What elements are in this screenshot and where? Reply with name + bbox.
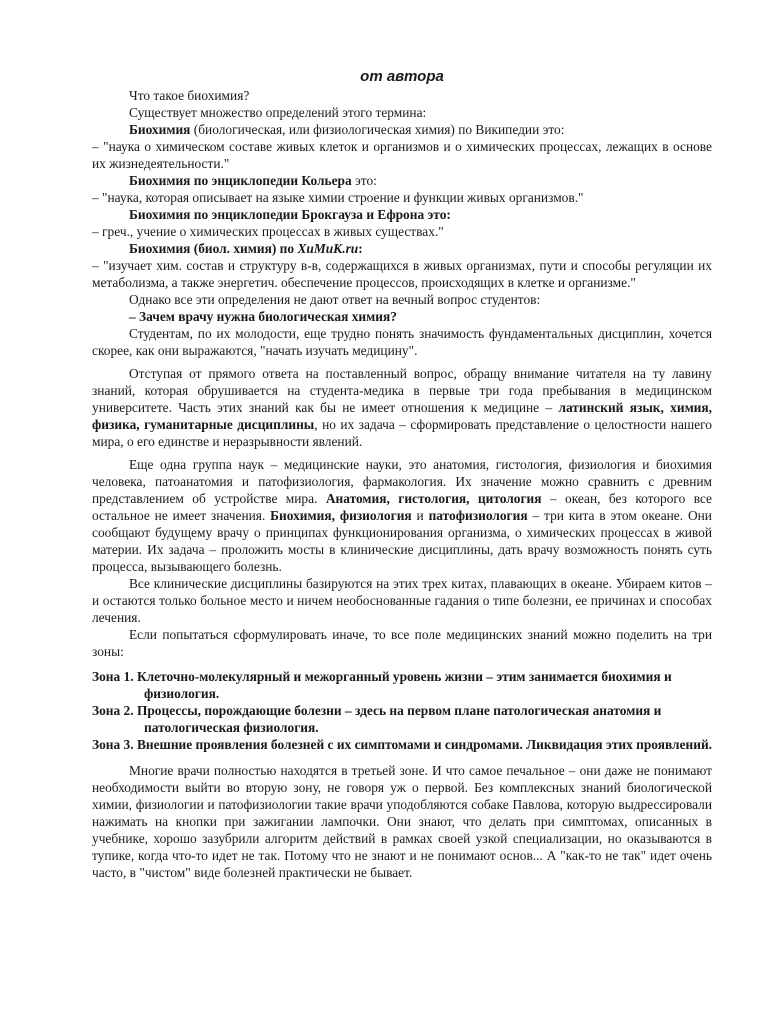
brockhaus-quote: – греч., учение о химических процессах в живых существах." (92, 224, 444, 239)
zone-text: Клеточно-молекулярный и межорганный уровень жизни – этим занимается биохимия и физиология. (136, 669, 672, 701)
collier-rest: это: (351, 173, 377, 188)
paragraph-zones-intro: Если попытаться сформулировать иначе, то все поле медицинских знаний можно поделить на три зоны: (92, 627, 712, 659)
zone-label: Зона 2. (92, 703, 134, 718)
paragraph-whales: Все клинические дисциплины базируются на этих трех китах, плавающих в океане. Убираем китов – и остаются только больное место и ничем необоснованные гадания о типе болезни, ее причинах и способах лечения. (92, 576, 712, 625)
digress-bold: латинский язык, химия, физика, гуманитарные дисциплины (92, 400, 712, 432)
brockhaus-definition-heading: Биохимия по энциклопедии Брокгауза и Ефрона это: (129, 207, 451, 222)
group-text-a: Еще одна группа наук – медицинские науки, это анатомия, гистология, физиология и биохимия человека, патоанатомия и патофизиология, фармакология. Их значение можно сравнить с древним представлением об устройстве мира. (92, 457, 712, 506)
group-text-c: – океан, без которого все остальное не имеет значения. (92, 491, 712, 523)
himik-definition-heading (92, 240, 712, 257)
document-page (92, 68, 712, 881)
zones-list (92, 668, 712, 753)
paragraph-students: Студентам, по их молодости, еще трудно понять значимость фундаментальных дисциплин, хочется скорее, как они выражаются, "начать изучать медицину". (92, 326, 712, 358)
group-text-e: и (411, 508, 429, 523)
zone-item-2 (92, 702, 712, 736)
collier-definition-heading (92, 172, 712, 189)
paragraph-definitions: Существует множество определений этого термина: (129, 105, 427, 120)
paragraph-digress (92, 365, 712, 450)
zone-text: Процессы, порождающие болезни – здесь на первом плане патологическая анатомия и патологическая физиология. (136, 703, 662, 735)
zone-text: Внешние проявления болезней с их симптомами и синдромами. Ликвидация этих проявлений. (136, 737, 713, 752)
collier-quote: – "наука, которая описывает на языке химии строение и функции живых организмов." (92, 190, 584, 205)
himik-colon: : (358, 241, 363, 256)
paragraph-what-is: Что такое биохимия? (129, 88, 250, 103)
himik-site-link[interactable]: ХиМиК.ru (297, 241, 359, 256)
wiki-rest: (биологическая, или физиологическая химия) по Википедии это: (190, 122, 565, 137)
group-bold-f: патофизиология (428, 508, 528, 523)
wiki-quote: – "наука о химическом составе живых клеток и организмов и о химических процессах, лежащих в основе их жизнедеятельности." (92, 139, 712, 171)
himik-term: Биохимия (биол. химия) по (129, 241, 298, 256)
paragraph-however: Однако все эти определения не дают ответ на вечный вопрос студентов: (129, 292, 541, 307)
paragraph-group (92, 456, 712, 575)
zone-item-1 (92, 668, 712, 702)
page-title: от автора (360, 68, 444, 85)
wiki-definition-heading (92, 121, 712, 138)
paragraph-doctors: Многие врачи полностью находятся в третьей зоне. И что самое печальное – они даже не понимают необходимости выйти во вторую зону, не говоря уж о первой. Без комплексных знаний биологической химии, физиологии и патофизиологии такие врачи уподобляются собаке Павлова, которую выдрессировали нажимать на кнопки при зажигании лампочки. Они знают, что делать при симптомах, описанных в учебнике, хорошо зазубрили алгоритм действий в рамках своей узкой специализации, но оказываются в тупике, когда что-то идет не так. Потому что не знают и не понимают основ... А "как-то не так" идет очень часто, в "чистом" виде болезней практически не бывает. (92, 763, 712, 880)
zone-label: Зона 3. (92, 737, 134, 752)
digress-text-c: , но их задача – сформировать представление о целостности нашего мира, о его единстве и неразрывности явлений. (92, 417, 712, 449)
question-heading: – Зачем врачу нужна биологическая химия? (129, 309, 397, 324)
wiki-term: Биохимия (129, 122, 191, 137)
digress-text-a: Отступая от прямого ответа на поставленный вопрос, обращу внимание читателя на ту лавину знаний, которая обрушивается на студента-медика в первые три года пребывания в медицинском университете. Часть этих знаний как бы не имеет отношения к медицине – (92, 366, 712, 415)
himik-quote: – "изучает хим. состав и структуру в-в, содержащихся в живых организмах, пути и способы регуляции их метаболизма, а также энергетич. обеспечение процессов, происходящих в клетке и организме." (92, 258, 712, 290)
group-text-g: – три кита в этом океане. Они сообщают будущему врачу о принципах функционирования организма, о химических процессах в живой материи. Их задача – проложить мосты в клинические дисциплины, дать врачу возможность понять суть процесса, вызывающего болезнь. (92, 508, 712, 574)
group-bold-b: Анатомия, гистология, цитология (325, 491, 542, 506)
zone-label: Зона 1. (92, 669, 134, 684)
zone-item-3 (92, 736, 712, 753)
group-bold-d: Биохимия, физиология (270, 508, 412, 523)
collier-term: Биохимия по энциклопедии Кольера (129, 173, 352, 188)
